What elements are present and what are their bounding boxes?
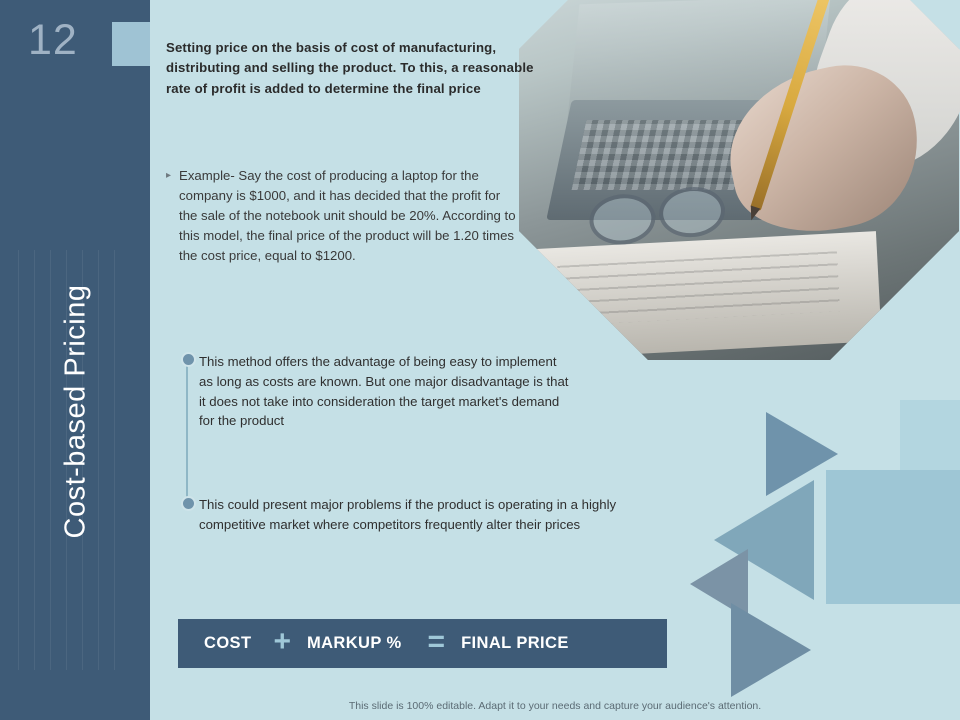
- equals-icon: =: [427, 624, 446, 658]
- decorative-rectangle: [826, 470, 960, 604]
- photo-notebook: [536, 231, 881, 359]
- pricing-formula-bar: [178, 619, 667, 668]
- formula-markup-label: MARKUP %: [306, 634, 402, 652]
- formula-final-price-label: FINAL PRICE: [461, 634, 569, 652]
- timeline-connector: [186, 358, 188, 506]
- decorative-triangle-4: [731, 603, 811, 697]
- example-bullet-text: Example- Say the cost of producing a laptop for the company is $1000, and it has decided that the profit for the sale of the notebook unit should be 20%. According to this model, the final price of the product will be 1.20 times the cost price, equal to $1200.: [179, 168, 516, 264]
- example-bullet: [166, 166, 516, 266]
- timeline-dot-2-icon: [181, 496, 196, 511]
- slide-side-title: Cost-based Pricing: [59, 284, 92, 539]
- footer-note: This slide is 100% editable. Adapt it to your needs and capture your audience's attention.: [348, 700, 762, 712]
- arrow-bullet-icon: ▸: [166, 170, 172, 181]
- desk-photo-image: [519, 0, 959, 360]
- left-sidebar: [0, 0, 150, 720]
- point-1-text: This method offers the advantage of being easy to implement as long as costs are known. But one major disadvantage is that it does not take into consideration the target market's demand for the product: [199, 354, 569, 429]
- formula-cost-label: COST: [204, 634, 252, 652]
- plus-icon: +: [273, 624, 291, 658]
- glasses-lens-left: [587, 191, 658, 248]
- page-number: 12: [28, 16, 78, 64]
- accent-block: [112, 22, 150, 66]
- point-2-text: This could present major problems if the product is operating in a highly competitive market where competitors frequently alter their prices: [199, 497, 617, 532]
- decorative-rectangle-small: [900, 400, 960, 480]
- timeline-dot-1-icon: [181, 352, 196, 367]
- glasses-lens-right: [657, 184, 728, 241]
- headline-text: Setting price on the basis of cost of manufacturing, distributing and selling the product. To this, a reasonable rate of profit is added to determine the final price: [166, 40, 534, 96]
